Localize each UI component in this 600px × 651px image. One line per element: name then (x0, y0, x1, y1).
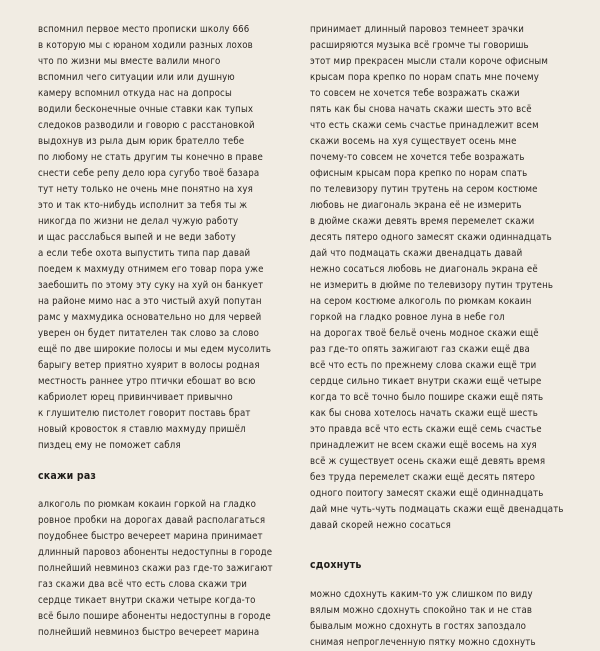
lyric-line: это и так кто-нибудь исполнит за тебя ты ж (38, 200, 248, 211)
lyric-line: сердце тикает внутри скажи четыре когда-то (38, 595, 256, 606)
lyrics-block-1 (38, 22, 300, 454)
lyric-line: новый кровосток я ставлю махмуду пришёл (38, 424, 246, 435)
lyric-line: никогда по жизни не делал чужую работу (38, 216, 239, 227)
lyrics-block-3 (310, 22, 572, 534)
lyric-line: почему-то совсем не хочется тебе возражать (310, 152, 525, 163)
lyric-line: всё что есть по прежнему слова скажи ещё три (310, 360, 537, 371)
song-title-skazhi-raz: скажи раз (38, 470, 97, 482)
lyrics-block-2 (38, 497, 300, 641)
lyric-line: снести себе репу дело юра сугубо твоё базара (38, 168, 260, 179)
song-title-sdokhnut: сдохнуть (310, 559, 362, 571)
lyric-line: полнейший невминоз скажи раз где-то зажигают (38, 563, 273, 574)
lyric-line: дай мне чуть-чуть подмацать скажи ещё двенадцать (310, 504, 564, 515)
lyric-line: пиздец ему не поможет сабля (38, 440, 181, 451)
lyric-line: то совсем не хочется тебе возражать скажи (310, 88, 520, 99)
lyric-line: на районе мимо нас а это чистый ахуй попутан (38, 296, 262, 307)
lyric-line: к глушителю пистолет говорит поставь брат (38, 408, 251, 419)
lyric-line: давай скорей нежно сосаться (310, 520, 451, 531)
lyric-line: когда то всё точно было поширe скажи ещё пять (310, 392, 544, 403)
lyric-line: ровное пробки на дорогах давай располагаться (38, 515, 266, 526)
lyric-line: заебошить по этому эту суку на хуй он банкует (38, 280, 264, 291)
lyric-line: всё ж существует осень скажи ещё девять время (310, 456, 546, 467)
lyric-line: вспомнил первое место прописки школу 666 (38, 24, 250, 35)
lyric-line: поудобнее быстро вечереет марина принимает (38, 531, 263, 542)
lyric-line: расширяются музыка всё громче ты говоришь (310, 40, 529, 51)
lyric-line: поедем к махмуду отнимем его товар пора уже (38, 264, 264, 275)
lyric-line: что есть скажи семь счастье принадлежит всем (310, 120, 539, 131)
lyric-line: а если тебе охота выпустить типа пар давай (38, 248, 251, 259)
lyric-line: что по жизни мы вместе валили много (38, 56, 221, 67)
lyric-line: и щас расслабься выпей и не веди заботу (38, 232, 236, 243)
lyric-line: на дорогах твоё бельё очень модное скажи ещё (310, 328, 539, 339)
lyric-line: этот мир прекрасен мысли стали короче офисным (310, 56, 549, 67)
lyric-line: камеру вспомнил откуда нас на допросы (38, 88, 232, 99)
lyric-line: рамс у махмудика основательно но для червей (38, 312, 262, 323)
lyric-line: принимает длинный паровоз темнеет зрачки (310, 24, 524, 35)
lyric-line: десять пятеро одного замесят скажи одиннадцать (310, 232, 552, 243)
lyric-line: одного поитогу замесят скажи ещё одиннадцать (310, 488, 544, 499)
lyric-line: любовь не диагональ экрана её не измерить (310, 200, 522, 211)
lyric-line: раз где-то опять зажигают газ скажи ещё два (310, 344, 530, 355)
lyric-line: как бы снова хотелось начать скажи ещё шесть (310, 408, 538, 419)
lyric-line: дай что подмацать скажи двенадцать давай (310, 248, 523, 259)
lyric-line: скажи восемь на хуя существует осень мне (310, 136, 517, 147)
lyric-line: газ скажи два всё что есть слова скажи три (38, 579, 248, 590)
left-column (38, 22, 300, 641)
lyric-line: следоков разводили и говорю с расстановкой (38, 120, 255, 131)
lyric-line: в которую мы с юраном ходили разных лохов (38, 40, 253, 51)
lyric-line: выдохнув из рыла дым юрик брателло тебе (38, 136, 245, 147)
lyrics-block-4 (310, 587, 572, 651)
lyric-line: вспомнил чего ситуации или или душную (38, 72, 235, 83)
right-column (310, 22, 572, 651)
lyric-line: принадлежит не всем скажи ещё восемь на хуя (310, 440, 537, 451)
lyric-line: по телевизору путин трутень на сером костюме (310, 184, 538, 195)
lyric-line: горкой на гладко ровное луна в небе гол (310, 312, 505, 323)
lyric-line: алкоголь по рюмкам кокаин горкой на гладко (38, 499, 257, 510)
lyric-line: нежно сосаться любовь не диагональ экрана её (310, 264, 538, 275)
lyric-line: местность раннее утро птички ебошат во всю (38, 376, 256, 387)
lyric-line: тут нету только не очень мне понятно на хуя (38, 184, 253, 195)
lyric-line: крысам пора крепко по норам спать мне почему (310, 72, 540, 83)
lyric-line: можно сдохнуть каким-то уж слишком по виду (310, 589, 533, 600)
lyric-line: барыгу ветер приятно хуярит в волосы родная (38, 360, 260, 371)
lyric-line: полнейший невминоз быстро вечереет марина (38, 627, 260, 638)
lyric-line: на сером костюме алкоголь по рюмкам кокаин (310, 296, 532, 307)
lyric-line: офисным крысам пора крепко по норам спать (310, 168, 528, 179)
lyric-line: уверен он будет питателен так слово за слово (38, 328, 259, 339)
lyric-line: не измерить в дюйме по телевизору путин трутень (310, 280, 554, 291)
lyric-line: бывалым можно сдохнуть в гостях запоздало (310, 621, 527, 632)
lyric-line: водили бесконечные очные ставки как тупых (38, 104, 254, 115)
lyric-line: без труда перемелет скажи ещё десять пятеро (310, 472, 536, 483)
lyric-line: вялым можно сдохнуть спокойно так и не став (310, 605, 533, 616)
lyric-line: длинный паровоз абоненты недоступны в городе (38, 547, 273, 558)
lyric-line: в дюйме скажи девять время перемелет скажи (310, 216, 535, 227)
lyric-line: ещё по две широкие полосы и мы едем мусолить (38, 344, 272, 355)
lyric-line: кабриолет юрец привинчивает привычно (38, 392, 233, 403)
lyric-line: это правда всё что есть скажи ещё семь счастье (310, 424, 542, 435)
lyric-line: сердце сильно тикает внутри скажи ещё четыре (310, 376, 542, 387)
lyric-line: по любому не стать другим ты конечно в праве (38, 152, 264, 163)
lyric-line: снимая непроглеченную пятку можно сдохнуть (310, 637, 536, 648)
lyric-line: пять как бы снова начать скажи шесть это всё (310, 104, 532, 115)
lyric-line: всё было поширe абоненты недоступны в городе (38, 611, 271, 622)
